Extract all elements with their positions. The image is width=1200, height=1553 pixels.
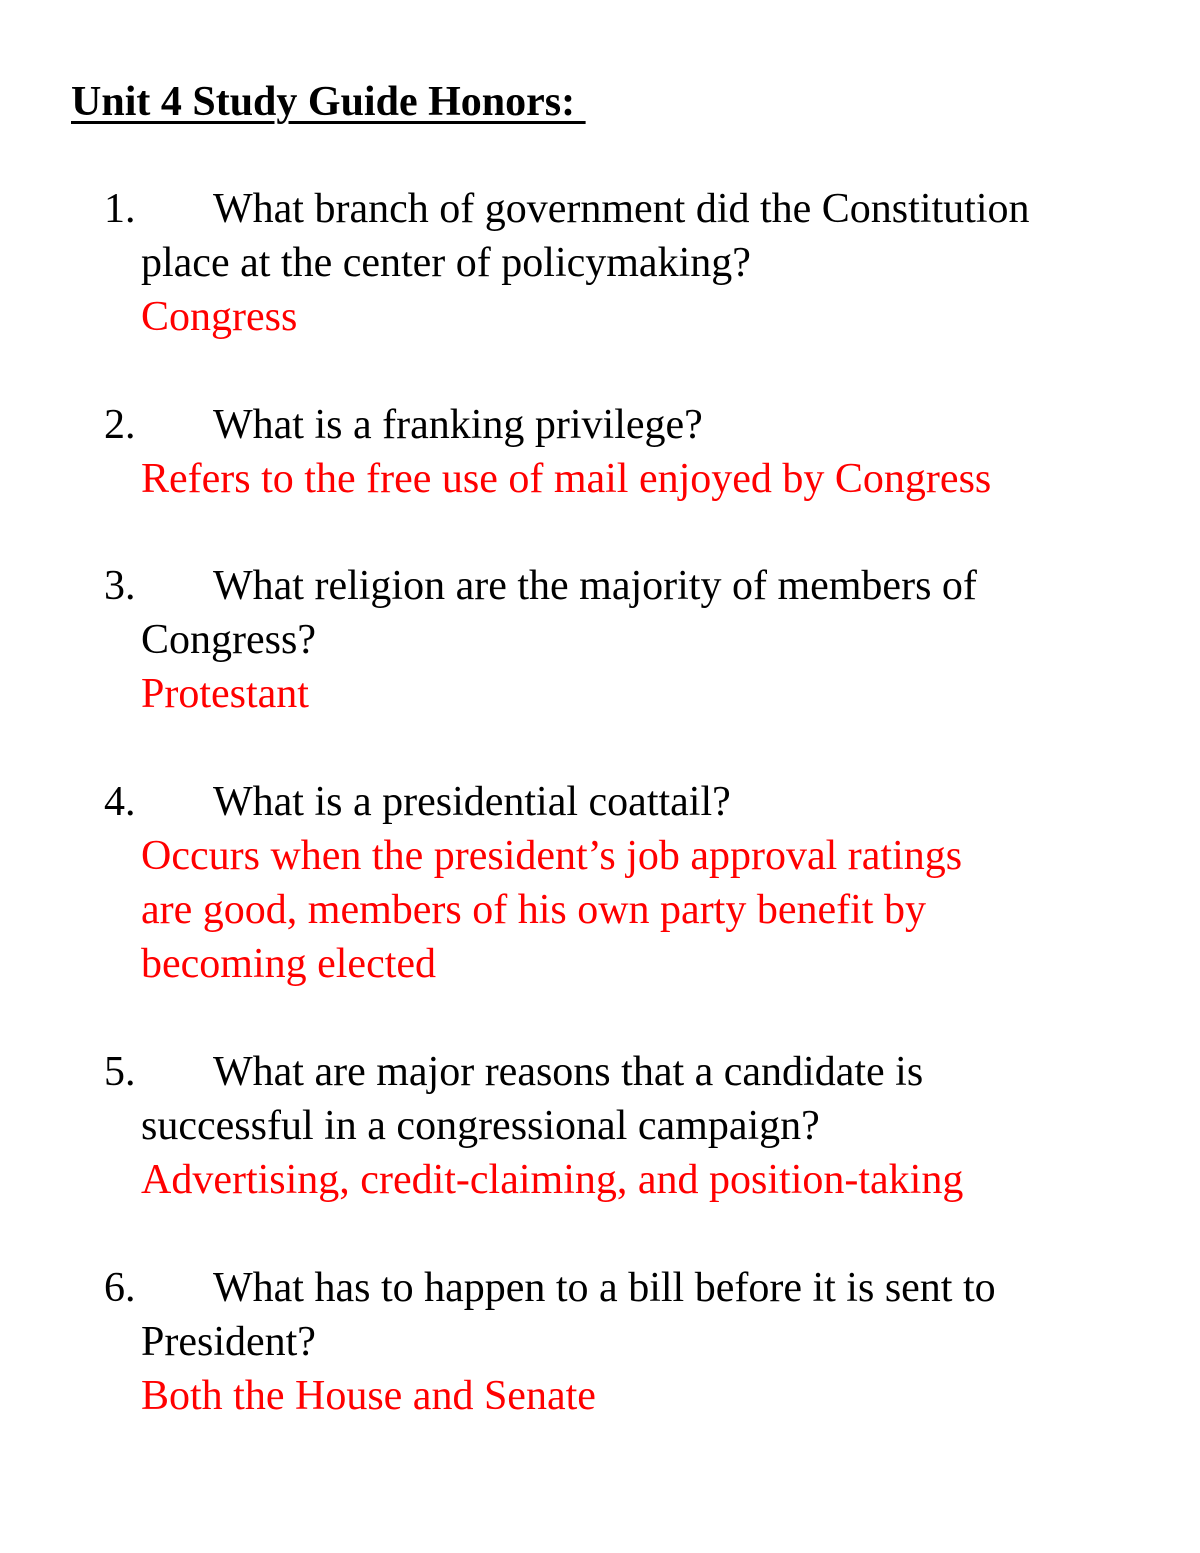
question-line [0, 1315, 1200, 1369]
question-number: 1. [104, 186, 136, 232]
question-line [0, 613, 1200, 667]
answer-line [0, 1153, 1200, 1207]
answer-line [0, 1369, 1200, 1423]
answer-text: Refers to the free use of mail enjoyed by Congress [141, 456, 992, 502]
question-item-5 [0, 1045, 1200, 1207]
question-line [0, 775, 1200, 829]
question-line [0, 1099, 1200, 1153]
question-line [0, 182, 1200, 236]
answer-line [0, 883, 1200, 937]
answer-text: becoming elected [141, 941, 437, 987]
question-text: Congress? [141, 617, 316, 663]
question-item-6 [0, 1261, 1200, 1423]
question-number: 3. [104, 563, 136, 609]
question-line [0, 559, 1200, 613]
answer-line [0, 452, 1200, 506]
question-number: 4. [104, 779, 136, 825]
question-number: 5. [104, 1049, 136, 1095]
answer-text: are good, members of his own party benefit by [141, 887, 926, 933]
answer-text: Both the House and Senate [141, 1373, 596, 1419]
answer-line [0, 937, 1200, 991]
question-item-3 [0, 559, 1200, 721]
question-item-2 [0, 398, 1200, 506]
answer-line [0, 667, 1200, 721]
question-number: 2. [104, 402, 136, 448]
question-text: What has to happen to a bill before it is sent to [213, 1265, 996, 1311]
question-item-4 [0, 775, 1200, 991]
question-text: successful in a congressional campaign? [141, 1103, 820, 1149]
answer-text: Advertising, credit-claiming, and position-taking [141, 1157, 964, 1203]
answer-text: Protestant [141, 671, 309, 717]
question-line [0, 1261, 1200, 1315]
page-title: Unit 4 Study Guide Honors: [71, 79, 586, 125]
answer-text: Congress [141, 294, 298, 340]
question-text: place at the center of policymaking? [141, 240, 751, 286]
answer-line [0, 829, 1200, 883]
question-text: What religion are the majority of members of [213, 563, 977, 609]
question-line [0, 236, 1200, 290]
question-line [0, 1045, 1200, 1099]
question-text: President? [141, 1319, 316, 1365]
question-line [0, 398, 1200, 452]
question-item-1 [0, 182, 1200, 344]
answer-line [0, 290, 1200, 344]
question-text: What are major reasons that a candidate is [213, 1049, 924, 1095]
question-number: 6. [104, 1265, 136, 1311]
question-text: What branch of government did the Constitution [213, 186, 1030, 232]
question-text: What is a presidential coattail? [213, 779, 731, 825]
answer-text: Occurs when the president’s job approval ratings [141, 833, 963, 879]
question-text: What is a franking privilege? [213, 402, 703, 448]
